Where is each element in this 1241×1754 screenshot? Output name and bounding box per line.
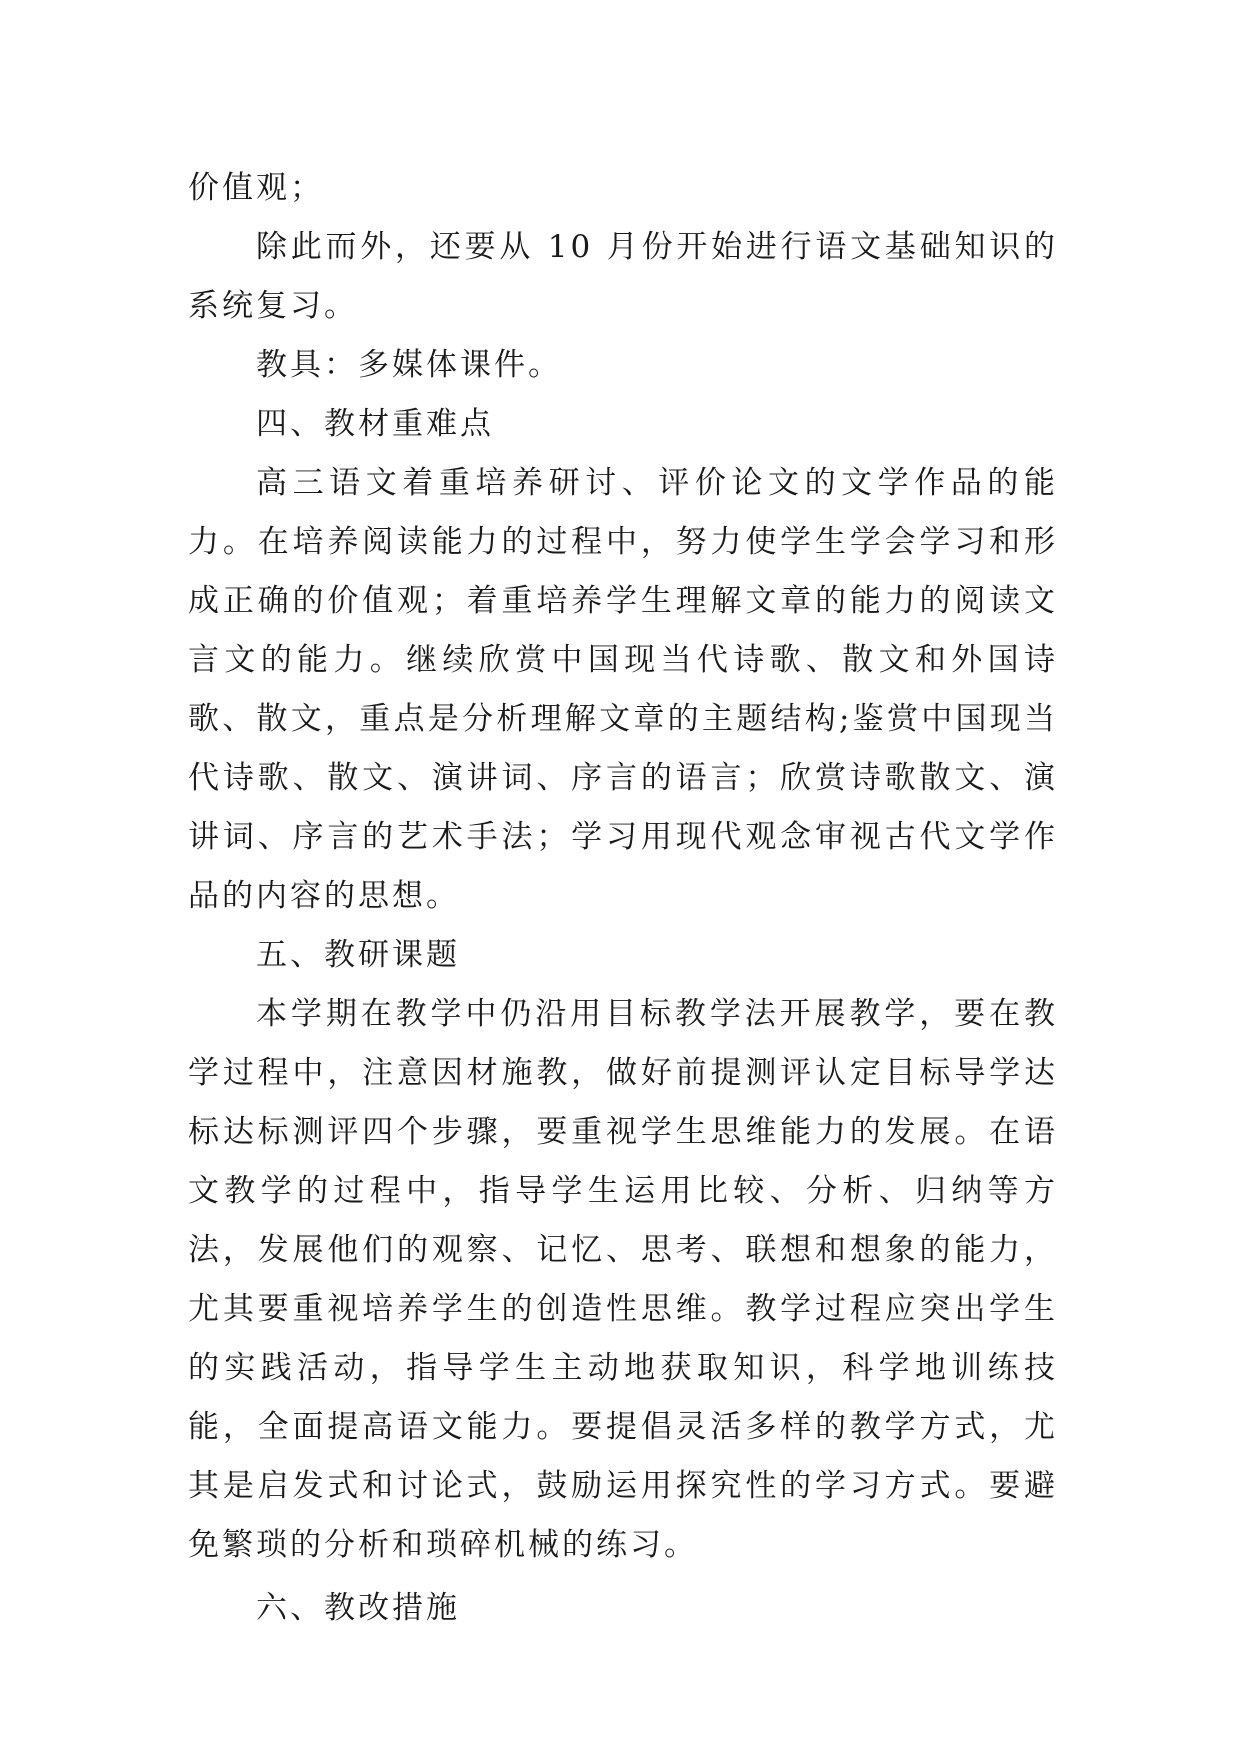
paragraph-continuation: 价值观； <box>188 170 324 206</box>
section-heading-research-topic: 五、教研课题 <box>256 937 460 973</box>
paragraph-research-topic: 本学期在教学中仍沿用目标教学法开展教学，要在教学过程中，注意因材施教，做好前提测评认定目标导学达标达标测评四个步骤，要重视学生思维能力的发展。在语文教学的过程中，指导学生运用比较、分析、归纳等方法，发展他们的观察、记忆、思考、联想和想象的能力，尤其要重视培养学生的创造性思维。教学过程应突出学生的实践活动，指导学生主动地获取知识，科学地训练技能，全面提高语文能力。要提倡灵活多样的教学方式，尤其是启发式和讨论式，鼓励运用探究性的学习方式。要避免繁琐的分析和琐碎机械的练习。 <box>188 996 1058 1563</box>
section-heading-reform-measures: 六、教改措施 <box>256 1590 460 1626</box>
paragraph-teaching-aids: 教具：多媒体课件。 <box>256 347 562 383</box>
document-body <box>188 159 1058 1638</box>
paragraph-review-plan: 除此而外，还要从 10 月份开始进行语文基础知识的系统复习。 <box>188 229 1058 324</box>
paragraph-key-points: 高三语文着重培养研讨、评价论文的文学作品的能力。在培养阅读能力的过程中，努力使学生学会学习和形成正确的价值观；着重培养学生理解文章的能力的阅读文言文的能力。继续欣赏中国现当代诗歌、散文和外国诗歌、散文，重点是分析理解文章的主题结构;鉴赏中国现当代诗歌、散文、演讲词、序言的语言；欣赏诗歌散文、演讲词、序言的艺术手法；学习用现代观念审视古代文学作品的内容的思想。 <box>188 465 1058 914</box>
section-heading-key-points: 四、教材重难点 <box>256 406 494 442</box>
